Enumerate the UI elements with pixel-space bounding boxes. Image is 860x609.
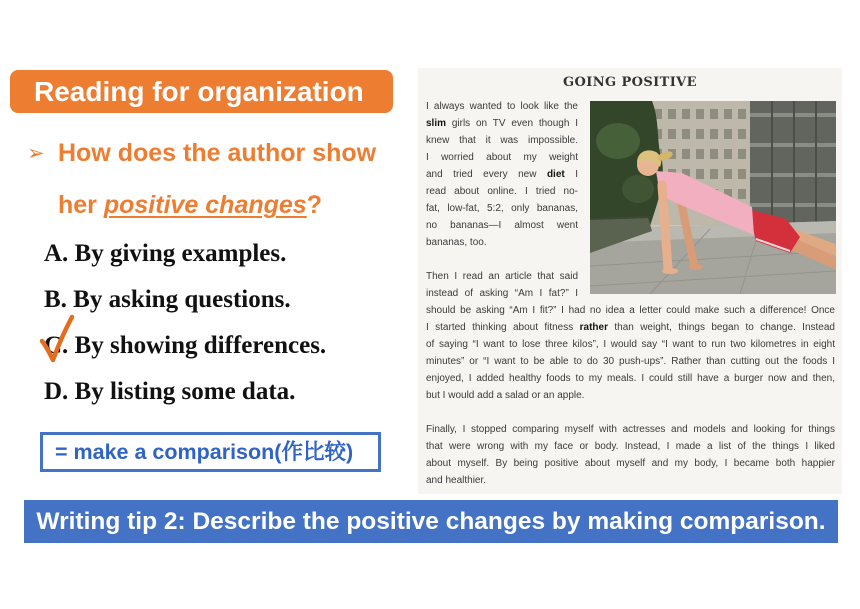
article-line: I started thinking about fitness rather than weight, things began to change. Instead [426,322,835,333]
article-line: no bananas—I almost went [426,220,578,231]
question-emphasis: positive changes [103,191,307,219]
article-line: but I would add a salad or an apple. [426,390,585,401]
article-line: knew that it was impossible. [426,135,578,146]
article-line: enjoyed, I added healthy foods to my meals. I could still have a burger now and then, [426,373,835,384]
arrow-bullet-icon: ➢ [27,141,45,165]
option-d: D. By listing some data. [44,378,296,405]
article-line: fat, low-fat, 5:2, only bananas, [426,203,578,214]
question-text: her [58,191,104,219]
writing-tip: Writing tip 2: Describe the positive changes by making comparison. [36,508,826,535]
writing-tip-banner [24,500,838,543]
article-photo [590,101,836,294]
article-title: GOING POSITIVE [563,75,697,90]
article-line: bananas, too. [426,237,487,248]
article-line: I always wanted to look like the [426,101,578,112]
question-line-1: How does the author show [58,139,377,167]
article-line: Then I read an article that said [426,271,578,282]
section-title-banner [10,70,393,113]
article-line: of saying “I want to lose three kilos”, I would say “I want to run two kilometres in eight [426,339,835,350]
article-line: about myself. By being positive about myself and my body, I became both happier [426,458,835,469]
article-line: I worried about my weight [426,152,578,163]
comparison-note: = make a comparison(作比较) [55,440,354,464]
article-bold-word: slim [426,118,447,129]
article-line: and tried every new diet I [426,169,578,180]
article-line: instead of asking “Am I fat?” I [426,288,578,299]
check-mark-icon [36,312,78,364]
article-line: and healthier. [426,475,487,486]
article-bold-word: diet [546,169,565,180]
article-line: read about online. I tried no- [426,186,578,197]
section-title: Reading for organization [34,76,364,107]
option-b: B. By asking questions. [44,286,291,313]
article-line: minutes” or “I want to be able to do 30 push-ups”. Rather than cutting out the foods I [426,356,835,367]
option-a: A. By giving examples. [44,240,287,267]
article-line: slim girls on TV even though I [426,118,578,129]
question-mark: ? [306,191,322,219]
comparison-note-box [40,432,381,472]
question-line-2 [58,190,322,220]
article-line: Finally, I stopped comparing myself with actresses and models and looking for things [426,424,835,435]
article-line: should be asking “Am I fit?” I had no idea a letter could make such a difference! Once [426,305,835,316]
article-bold-word: rather [579,322,608,333]
article-page [418,68,842,494]
article-line: that were wrong with my face or body. Instead, I made a list of the things I liked [426,441,835,452]
article-paragraph [426,421,835,489]
option-c: C. By showing differences. [44,332,327,359]
photo-building-right [750,101,836,229]
